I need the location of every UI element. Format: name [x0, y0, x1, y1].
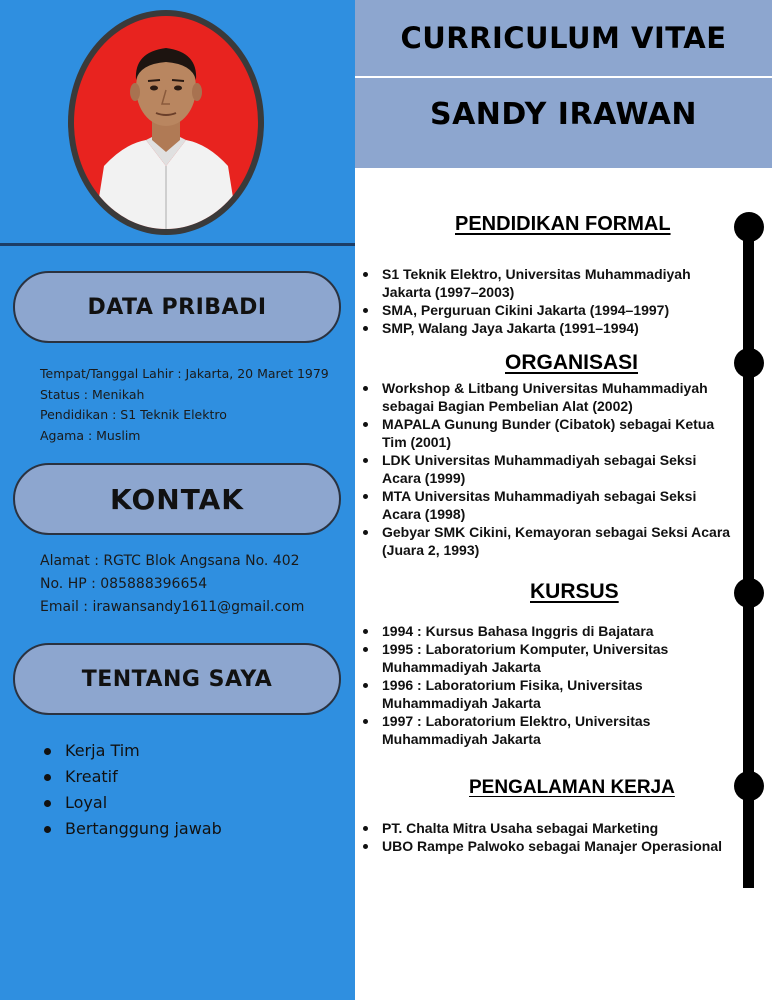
- organisasi-list: [363, 379, 738, 559]
- photo-divider: [0, 243, 355, 246]
- pengalaman-list: [363, 819, 738, 855]
- document-title: CURRICULUM VITAE: [400, 21, 727, 55]
- address: Alamat : RGTC Blok Angsana No. 402: [40, 553, 300, 569]
- list-item: 1995 : Laboratorium Komputer, Universitas Muhammadiyah Jakarta: [363, 640, 738, 676]
- kursus-list: [363, 622, 738, 748]
- list-item: MTA Universitas Muhammadiyah sebagai Seksi Acara (1998): [363, 487, 738, 523]
- timeline-dot: [734, 212, 764, 242]
- list-item: 1994 : Kursus Bahasa Inggris di Bajatara: [363, 622, 738, 640]
- left-panel: [0, 0, 355, 1000]
- kontak-heading: KONTAK: [13, 463, 341, 535]
- birth-info: Tempat/Tanggal Lahir : Jakarta, 20 Maret 1979: [40, 366, 329, 381]
- list-item: S1 Teknik Elektro, Universitas Muhammadiyah Jakarta (1997–2003): [363, 265, 738, 301]
- tentang-saya-heading: TENTANG SAYA: [13, 643, 341, 715]
- timeline-dot: [734, 578, 764, 608]
- email-address: Email : irawansandy1611@gmail.com: [40, 599, 305, 615]
- list-item: Workshop & Litbang Universitas Muhammadiyah sebagai Bagian Pembelian Alat (2002): [363, 379, 738, 415]
- name-banner: [355, 78, 772, 168]
- organisasi-heading: ORGANISASI: [505, 351, 639, 374]
- pendidikan-heading: PENDIDIKAN FORMAL: [455, 213, 671, 235]
- marital-status: Status : Menikah: [40, 386, 145, 402]
- pendidikan-list: [363, 265, 738, 337]
- portrait-illustration: [74, 16, 258, 229]
- photo-portrait: [74, 16, 258, 229]
- list-item: Bertanggung jawab: [40, 816, 222, 842]
- phone-number: No. HP : 085888396654: [40, 576, 208, 592]
- document-title-banner: [355, 0, 772, 76]
- education-summary: Pendidikan : S1 Teknik Elektro: [40, 407, 227, 422]
- pengalaman-heading: PENGALAMAN KERJA: [469, 777, 675, 798]
- data-pribadi-list: [40, 364, 329, 446]
- list-item: SMP, Walang Jaya Jakarta (1991–1994): [363, 319, 738, 337]
- list-item: Kerja Tim: [40, 738, 222, 764]
- profile-photo: [68, 10, 264, 235]
- data-pribadi-heading: DATA PRIBADI: [13, 271, 341, 343]
- list-item: 1996 : Laboratorium Fisika, Universitas Muhammadiyah Jakarta: [363, 676, 738, 712]
- list-item: MAPALA Gunung Bunder (Cibatok) sebagai Ketua Tim (2001): [363, 415, 738, 451]
- person-name: SANDY IRAWAN: [429, 96, 698, 132]
- kursus-heading: KURSUS: [530, 580, 619, 603]
- timeline-dot: [734, 771, 764, 801]
- list-item: Loyal: [40, 790, 222, 816]
- religion: Agama : Muslim: [40, 427, 141, 443]
- tentang-saya-list: [40, 738, 222, 842]
- list-item: UBO Rampe Palwoko sebagai Manajer Operasional: [363, 837, 738, 855]
- list-item: 1997 : Laboratorium Elektro, Universitas Muhammadiyah Jakarta: [363, 712, 738, 748]
- timeline-dot: [734, 348, 764, 378]
- list-item: PT. Chalta Mitra Usaha sebagai Marketing: [363, 819, 738, 837]
- list-item: Kreatif: [40, 764, 222, 790]
- list-item: LDK Universitas Muhammadiyah sebagai Seksi Acara (1999): [363, 451, 738, 487]
- list-item: SMA, Perguruan Cikini Jakarta (1994–1997): [363, 301, 738, 319]
- list-item: Gebyar SMK Cikini, Kemayoran sebagai Seksi Acara (Juara 2, 1993): [363, 523, 738, 559]
- kontak-list: [40, 550, 304, 619]
